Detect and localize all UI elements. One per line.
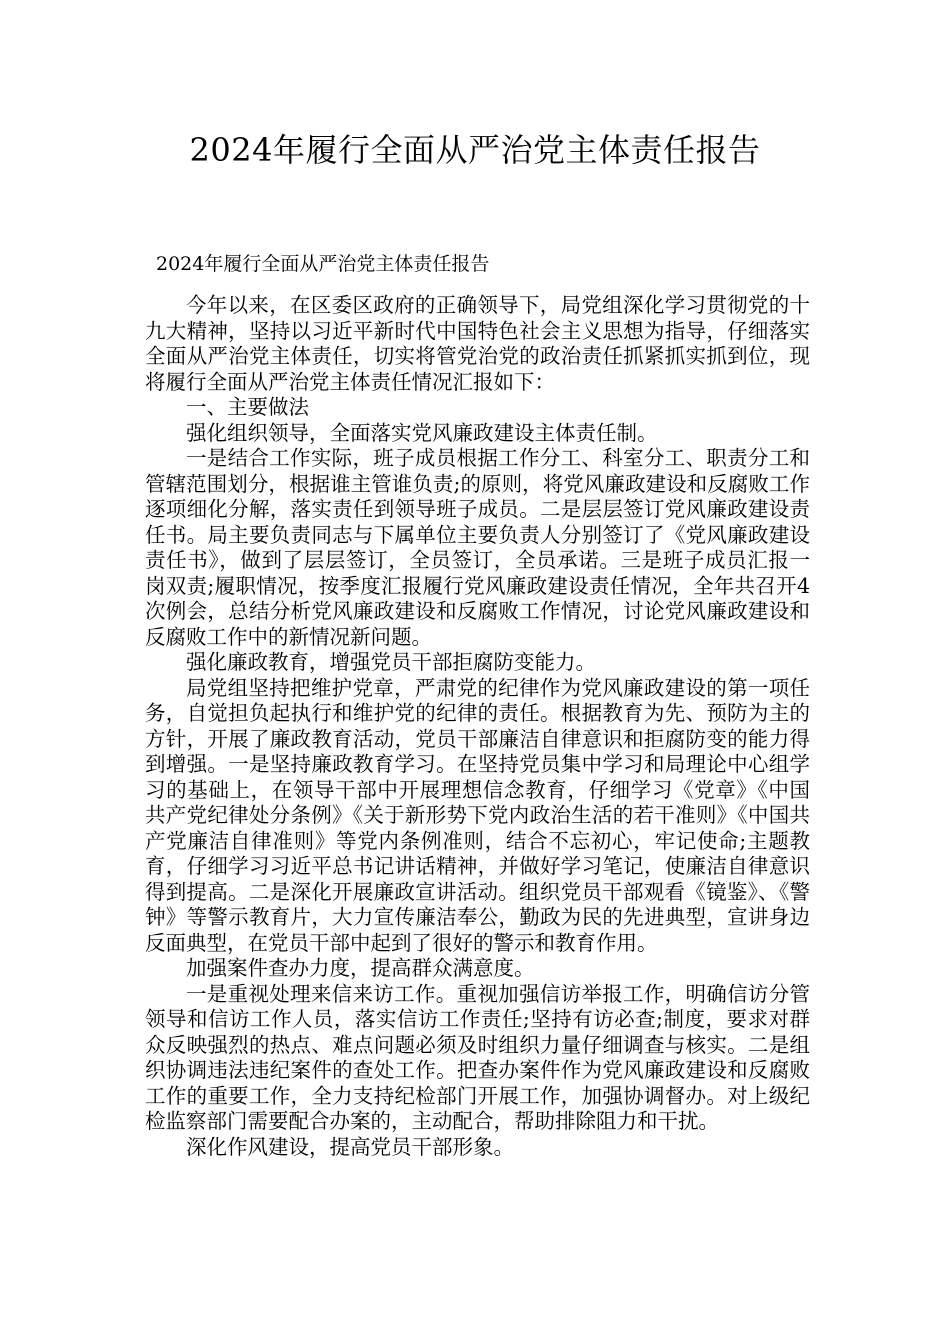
paragraph-cases: 一是重视处理来信来访工作。重视加强信访举报工作，明确信访分管领导和信访工作人员，落实信访工作责任;坚持有访必查;制度，要求对群众反映强烈的热点、难点问题必须及时组织力量仔细调查与核实。二是组织协调违法违纪案件的查处工作。把查办案件作为党风廉政建设和反腐败工作的重要工作，全力支持纪检部门开展工作，加强协调督办。对上级纪检监察部门需要配合办案的，主动配合，帮助排除阻力和干扰。 bbox=[145, 981, 810, 1133]
document-subtitle: 2024年履行全面从严治党主体责任报告 bbox=[156, 253, 490, 275]
paragraph-heading-cases: 加强案件查办力度，提高群众满意度。 bbox=[186, 956, 535, 980]
paragraph-heading-style: 深化作风建设，提高党员干部形象。 bbox=[186, 1134, 514, 1159]
document-title: 2024年履行全面从严治党主体责任报告 bbox=[189, 131, 761, 169]
document-body bbox=[145, 293, 810, 1160]
section-heading-main-practices: 一、主要做法 bbox=[186, 395, 309, 419]
paragraph-intro: 今年以来，在区委区政府的正确领导下，局党组深化学习贯彻党的十九大精神，坚持以习近平新时代中国特色社会主义思想为指导，仔细落实全面从严治党主体责任，切实将管党治党的政治责任抓紧抓实抓到位，现将履行全面从严治党主体责任情况汇报如下： bbox=[145, 293, 810, 394]
paragraph-heading-organization: 强化组织领导，全面落实党风廉政建设主体责任制。 bbox=[186, 420, 658, 445]
paragraph-education: 局党组坚持把维护党章，严肃党的纪律作为党风廉政建设的第一项任务，自觉担负起执行和维护党的纪律的责任。根据教育为先、预防为主的方针，开展了廉政教育活动，党员干部廉洁自律意识和拒腐防变的能力得到增强。一是坚持廉政教育学习。在坚持党员集中学习和局理论中心组学习的基础上，在领导干部中开展理想信念教育，仔细学习《党章》《中国共产党纪律处分条例》《关于新形势下党内政治生活的若干准则》《中国共产党廉洁自律准则》等党内条例准则，结合不忘初心，牢记使命;主题教育，仔细学习习近平总书记讲话精神，并做好学习笔记，使廉洁自律意识得到提高。二是深化开展廉政宣讲活动。组织党员干部观看《镜鉴》、《警钟》等警示教育片，大力宣传廉洁奉公，勤政为民的先进典型，宣讲身边反面典型，在党员干部中起到了很好的警示和教育作用。 bbox=[145, 675, 810, 955]
paragraph-heading-education: 强化廉政教育，增强党员干部拒腐防变能力。 bbox=[186, 650, 596, 674]
paragraph-organization: 一是结合工作实际，班子成员根据工作分工、科室分工、职责分工和管辖范围划分，根据谁主管谁负责;的原则，将党风廉政建设和反腐败工作逐项细化分解，落实责任到领导班子成员。二是层层签订党风廉政建设责任书。局主要负责同志与下属单位主要负责人分别签订了《党风廉政建设责任书》，做到了层层签订，全员签订，全员承诺。三是班子成员汇报一岗双责;履职情况，按季度汇报履行党风廉政建设责任情况，全年共召开4次例会，总结分析党风廉政建设和反腐败工作情况，讨论党风廉政建设和反腐败工作中的新情况新问题。 bbox=[145, 446, 810, 649]
